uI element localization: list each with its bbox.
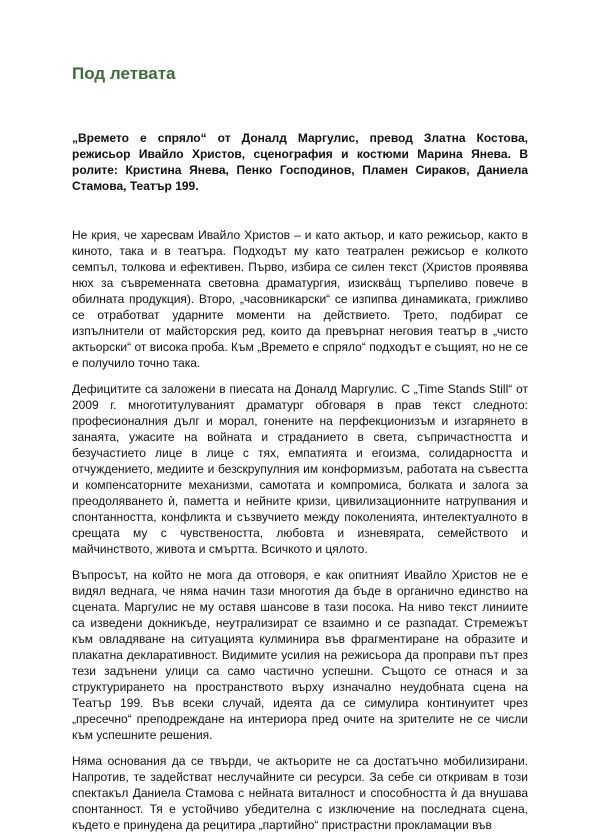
article-title: Под летвата [72, 64, 176, 83]
paragraph: Въпросът, на който не мога да отговоря, е как опитният Ивайло Христов не е видял веднага, че няма начин тази многотия да бъде в органично единство на сцената. Маргулис не му оставя шансове в тази посока. На ниво текст линиите са изведени докникъде, неутрализират се взаимно и се разпадат. Стремежът към овладяване на ситуацията кулминира във фрагментиране на образите и плакатна декларативност. Видимите усилия на режисьора да проправи път през тези задънени улици са само частично успешни. Същото се отнася и за структурирането на пространството върху изначално неудобната сцена на Театър 199. Във всеки случай, идеята да се симулира континуитет чрез „пресечно“ преподреждане на интериора пред очите на зрителите не се числи към успешните решения. [72, 568, 528, 742]
article-body [72, 227, 528, 833]
paragraph: Дефицитите са заложени в пиесата на Доналд Маргулис. С „Time Stands Still“ от 2009 г. многотитулуваният драматург обговаря в прав текст следното: професионалния дълг и морал, гонените на перфекционизъм и изгарянето в занаята, ужасите на войната и страданието в света, съпричастността и безучастието лице в лице с тях, емпатията и егоизма, солидарността и отчуждението, медиите и безскрупулния им конформизъм, работата на съвестта и компенсаторните механизми, самотата и компромиса, болката и залога за преодоляването ѝ, паметта и нейните кризи, цивилизационните натрупвания и спонтанността, конфликта и съзвучието между поколенията, интелектуалното в срещата му с чувствеността, любовта и изневярата, семейството и майчинството, живота и смъртта. Всичкото и цялото. [72, 382, 528, 556]
paragraph: Не крия, че харесвам Ивайло Христов – и като актьор, и като режисьор, както в киното, така и в театъра. Подходът му като театрален режисьор е колкото семпъл, толкова и ефективен. Първо, избира се силен текст (Христов проявява нюх за съвременната световна драматургия, изисквáщ търпеливо повече в обилната продукция). Второ, „часовникарски“ се изпипва динамиката, грижливо се отработват ударните моменти на действието. Трето, подбират се изпълнители от майсторския ред, които да превърнат неговия театър в „чисто актьорски“ от висока проба. Към „Времето е спряло“ подходът е същият, но не се е получило точно така. [72, 228, 528, 370]
paragraph: Няма основания да се твърди, че актьорите не са достатъчно мобилизирани. Напротив, те задействат неслучайните си ресурси. За себе си откривам в този спектакъл Даниела Стамова с нейната виталност и способността ѝ да внушава спонтанност. Тя е устойчиво убедителна с изключение на последната сцена, където е принудена да рецитира „партийно“ пристрастни прокламации във [72, 754, 528, 832]
article-credits: „Времето е спряло“ от Доналд Маргулис, превод Златна Костова, режисьор Ивайло Христов, сценография и костюми Марина Янева. В ролите: Кристина Янева, Пенко Господинов, Пламен Сираков, Даниела Стамова, Театър 199. [72, 131, 528, 193]
